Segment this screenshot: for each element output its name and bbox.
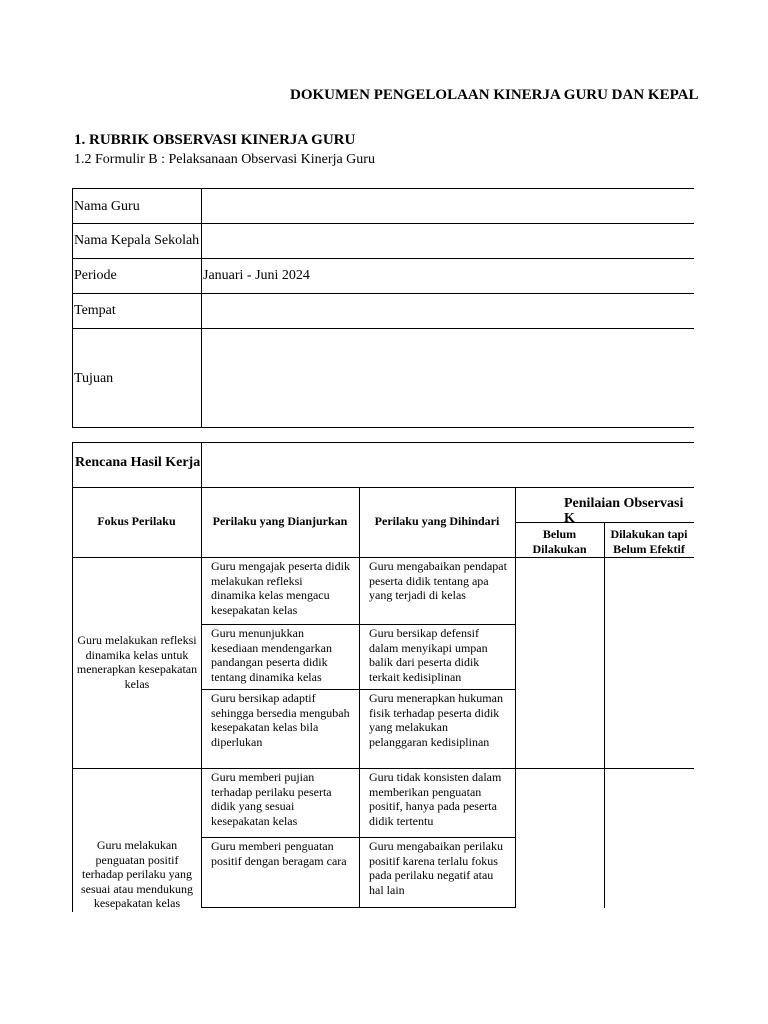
fokus-perilaku-2: Guru melakukan penguatan positif terhadap perilaku yang sesuai atau mendukung kesepakatan kelas	[81, 838, 193, 910]
label-periode: Periode	[74, 268, 117, 283]
header-dilakukan-belum-efektif: Dilakukan tapi Belum Efektif	[610, 527, 688, 556]
perilaku-dihindari-1-3: Guru menerapkan hukuman fisik terhadap peserta didik yang melakukan pelanggaran kedisiplinan	[369, 691, 503, 749]
header-belum-dilakukan: Belum Dilakukan	[532, 527, 587, 556]
label-nama-kepala-sekolah: Nama Kepala Sekolah	[74, 233, 200, 248]
perilaku-dianjurkan-1-3: Guru bersikap adaptif sehingga bersedia mengubah kesepakatan kelas bila diperlukan	[211, 691, 350, 749]
perilaku-dianjurkan-1-2: Guru menunjukkan kesediaan mendengarkan pandangan peserta didik tentang dinamika kelas	[211, 626, 332, 684]
section-title: 1. RUBRIK OBSERVASI KINERJA GURU	[74, 132, 356, 148]
perilaku-dianjurkan-2-2: Guru memberi penguatan positif dengan beragam cara	[211, 839, 347, 868]
section-subtitle: 1.2 Formulir B : Pelaksanaan Observasi Kinerja Guru	[74, 152, 375, 167]
fokus-perilaku-1: Guru melakukan refleksi dinamika kelas untuk menerapkan kesepakatan kelas	[76, 633, 198, 691]
header-perilaku-dihindari: Perilaku yang Dihindari	[374, 514, 500, 528]
perilaku-dihindari-2-2: Guru mengabaikan perilaku positif karena terlalu fokus pada perilaku negatif atau hal lain	[369, 839, 503, 897]
perilaku-dihindari-1-1: Guru mengabaikan pendapat peserta didik tentang apa yang terjadi di kelas	[369, 559, 507, 602]
label-tujuan: Tujuan	[74, 371, 114, 386]
document-title: DOKUMEN PENGELOLAAN KINERJA GURU DAN KEPAL	[290, 87, 699, 103]
header-perilaku-dianjurkan: Perilaku yang Dianjurkan	[212, 514, 348, 528]
label-tempat: Tempat	[74, 303, 116, 318]
rhk-label: Rencana Hasil Kerja	[75, 455, 201, 470]
perilaku-dihindari-1-2: Guru bersikap defensif dalam menyikapi umpan balik dari peserta didik terkait kedisiplinan	[369, 626, 488, 684]
perilaku-dianjurkan-1-1: Guru mengajak peserta didik melakukan refleksi dinamika kelas mengacu kesepakatan kelas	[211, 559, 350, 617]
header-fokus-perilaku: Fokus Perilaku	[97, 514, 176, 528]
field-periode[interactable]: Januari - Juni 2024	[203, 268, 310, 283]
header-penilaian-observasi: Penilaian Observasi K	[564, 496, 684, 526]
perilaku-dihindari-2-1: Guru tidak konsisten dalam memberikan penguatan positif, hanya pada peserta didik tertentu	[369, 770, 502, 828]
perilaku-dianjurkan-2-1: Guru memberi pujian terhadap perilaku peserta didik yang sesuai kesepakatan kelas	[211, 770, 332, 828]
label-nama-guru: Nama Guru	[74, 199, 140, 214]
